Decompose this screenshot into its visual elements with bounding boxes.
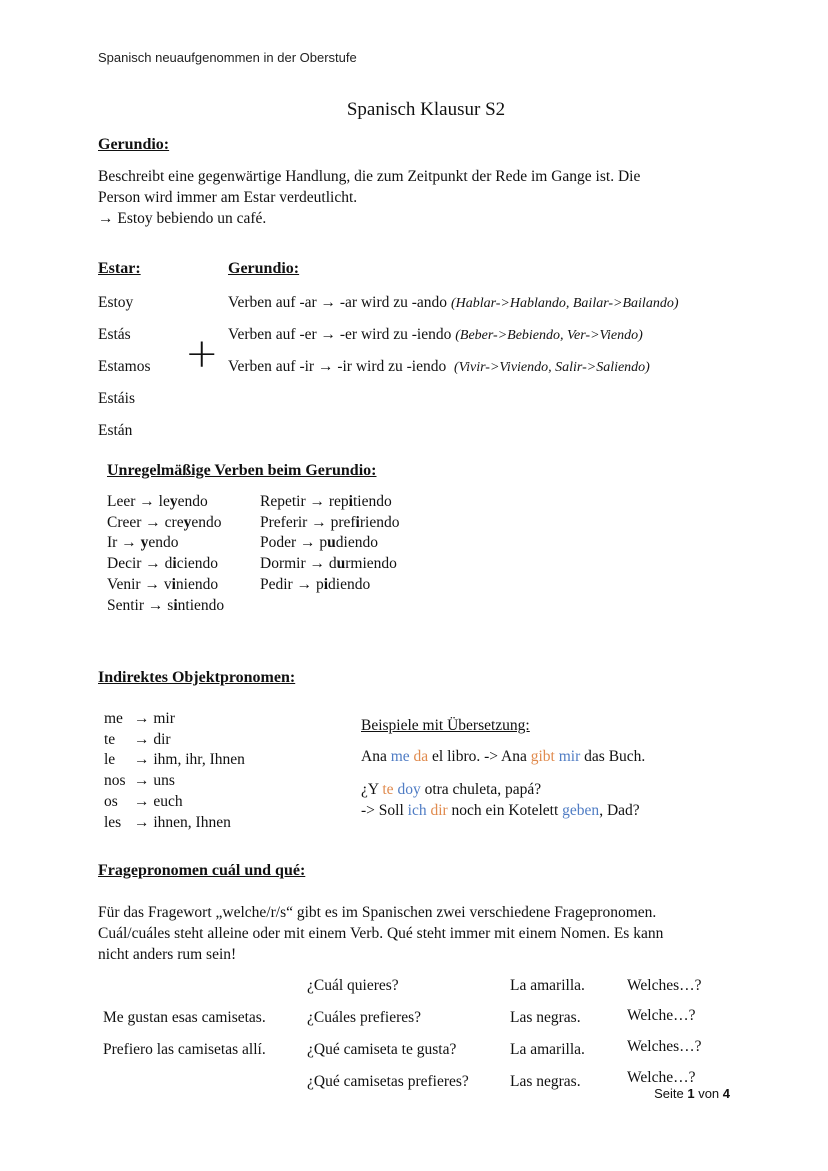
irregular-verb: Preferir → prefiriendo: [260, 513, 400, 531]
question-cell: ¿Qué camisetas prefieres?: [307, 1073, 469, 1090]
gerundio-rule: [228, 292, 678, 314]
irregular-verb: Poder → pudiendo: [260, 534, 378, 552]
pronoun-list-de: [134, 709, 245, 833]
pronoun-es: les: [104, 813, 122, 831]
rule-example: (Beber->Bebiendo, Ver->Viendo): [455, 328, 643, 343]
pronoun-es: nos: [104, 772, 126, 790]
arrow-icon: →: [134, 772, 150, 790]
pronoun-de: → euch: [134, 792, 183, 810]
pronoun-es: le: [104, 751, 116, 769]
irregular-verb: Decir → diciendo: [107, 555, 219, 573]
estar-form: Están: [98, 422, 133, 439]
arrow-icon: →: [145, 513, 161, 531]
arrow-icon: →: [144, 575, 160, 593]
estar-form: Estás: [98, 326, 131, 343]
description-line: Person wird immer am Estar verdeutlicht.: [98, 189, 358, 206]
arrow-icon: →: [145, 555, 161, 573]
gerundio-rule: [228, 324, 643, 346]
arrow-icon: →: [98, 210, 114, 227]
rule-text: Verben auf -ir → -ir wird zu -iendo: [228, 358, 447, 375]
arrow-icon: →: [147, 596, 164, 614]
answer-cell: Las negras.: [510, 1009, 581, 1026]
example-line-es: ¿Y te doy otra chuleta, papá?: [361, 781, 542, 798]
page-number: Seite 1 von 4: [654, 1086, 730, 1101]
arrow-icon: →: [134, 792, 150, 810]
rule-example: (Hablar->Hablando, Bailar->Bailando): [450, 296, 679, 311]
irregular-col-1: [107, 492, 224, 616]
pronoun-es: os: [104, 792, 118, 810]
pronoun-de: → mir: [134, 710, 175, 727]
irregular-verb: Dormir → durmiendo: [260, 555, 397, 573]
indirect-heading: Indirektes Objektpronomen:: [98, 669, 296, 686]
example-sentence-2: [361, 779, 640, 821]
example-text: Estoy bebiendo un café.: [117, 210, 267, 227]
estar-form: Estáis: [98, 390, 136, 407]
description-line: Cuál/cuáles steht alleine oder mit einem Verb. Qué steht immer mit einem Nomen. Es kann: [98, 925, 664, 942]
irregular-verb: Creer → creyendo: [107, 513, 222, 531]
answer-cell: La amarilla.: [510, 1041, 585, 1058]
pronoun-de: → uns: [134, 772, 175, 790]
page-title: Spanisch Klausur S2: [346, 99, 506, 120]
page-header: Spanisch neuaufgenommen in der Oberstufe: [98, 50, 357, 65]
arrow-icon: →: [296, 575, 313, 593]
context-cell: Me gustan esas camisetas.: [103, 1009, 266, 1026]
plus-icon: +: [185, 331, 219, 377]
pronoun-es: me: [104, 710, 123, 727]
rule-text: Verben auf -ar → -ar wird zu -ando: [228, 294, 448, 311]
example-line-de: -> Soll ich dir noch ein Kotelett geben, Dad?: [361, 802, 640, 819]
pronoun-es: te: [104, 730, 116, 748]
pronoun-de: → dir: [134, 730, 171, 748]
frage-heading: Fragepronomen cuál und qué:: [98, 862, 306, 879]
pronoun-de: → ihm, ihr, Ihnen: [134, 751, 245, 769]
gerundio-rule: [228, 356, 650, 378]
rule-text: Verben auf -er → -er wird zu -iendo: [228, 326, 452, 343]
example-line: [98, 208, 640, 229]
arrow-icon: →: [134, 710, 150, 727]
pronoun-de: → ihnen, Ihnen: [134, 813, 231, 831]
rule-example: (Vivir->Viviendo, Salir->Saliendo): [453, 360, 650, 375]
arrow-icon: →: [311, 513, 327, 531]
estar-form: Estoy: [98, 294, 134, 311]
gerundio-description: [98, 166, 640, 229]
arrow-icon: →: [300, 534, 316, 552]
question-cell: ¿Cuál quieres?: [307, 977, 399, 994]
gerundio-rules-heading: Gerundio:: [228, 260, 300, 277]
description-line: Beschreibt eine gegenwärtige Handlung, die zum Zeitpunkt der Rede im Gange ist. Die: [98, 168, 641, 185]
irregular-verb: Venir → viniendo: [107, 575, 219, 593]
example-sentence-1: Ana me da el libro. -> Ana gibt mir das Buch.: [361, 748, 646, 765]
arrow-icon: →: [309, 493, 325, 510]
examples-heading: Beispiele mit Übersetzung:: [361, 717, 530, 734]
irregular-verb: Ir → yendo: [107, 534, 179, 552]
arrow-icon: →: [134, 730, 150, 748]
frage-description: [98, 902, 663, 965]
answer-cell: La amarilla.: [510, 977, 585, 994]
irregular-col-2: [260, 492, 399, 596]
irregular-verb: Pedir → pidiendo: [260, 575, 371, 593]
translation-cell: Welche…?: [627, 1007, 696, 1024]
estar-heading: Estar:: [98, 260, 141, 277]
arrow-icon: →: [139, 493, 155, 510]
answer-cell: Las negras.: [510, 1073, 581, 1090]
irregular-verb: Repetir → repitiendo: [260, 493, 392, 510]
pronoun-list-es: [104, 709, 126, 833]
translation-cell: Welches…?: [627, 977, 702, 994]
translation-cell: Welches…?: [627, 1038, 702, 1055]
irregular-verb: Leer → leyendo: [107, 493, 208, 510]
irregular-verb: Sentir → sintiendo: [107, 596, 225, 614]
arrow-icon: →: [309, 555, 326, 573]
context-cell: Prefiero las camisetas allí.: [103, 1041, 266, 1058]
question-cell: ¿Qué camiseta te gusta?: [307, 1041, 457, 1058]
question-cell: ¿Cuáles prefieres?: [307, 1009, 422, 1026]
arrow-icon: →: [134, 751, 150, 769]
translation-cell: Welche…?: [627, 1069, 696, 1086]
estar-form: Estamos: [98, 358, 151, 375]
gerundio-heading: Gerundio:: [98, 136, 170, 153]
description-line: nicht anders rum sein!: [98, 946, 237, 963]
description-line: Für das Fragewort „welche/r/s“ gibt es im Spanischen zwei verschiedene Fragepronomen.: [98, 904, 657, 921]
arrow-icon: →: [134, 813, 150, 831]
arrow-icon: →: [121, 534, 137, 552]
irregular-heading: Unregelmäßige Verben beim Gerundio:: [107, 462, 377, 479]
